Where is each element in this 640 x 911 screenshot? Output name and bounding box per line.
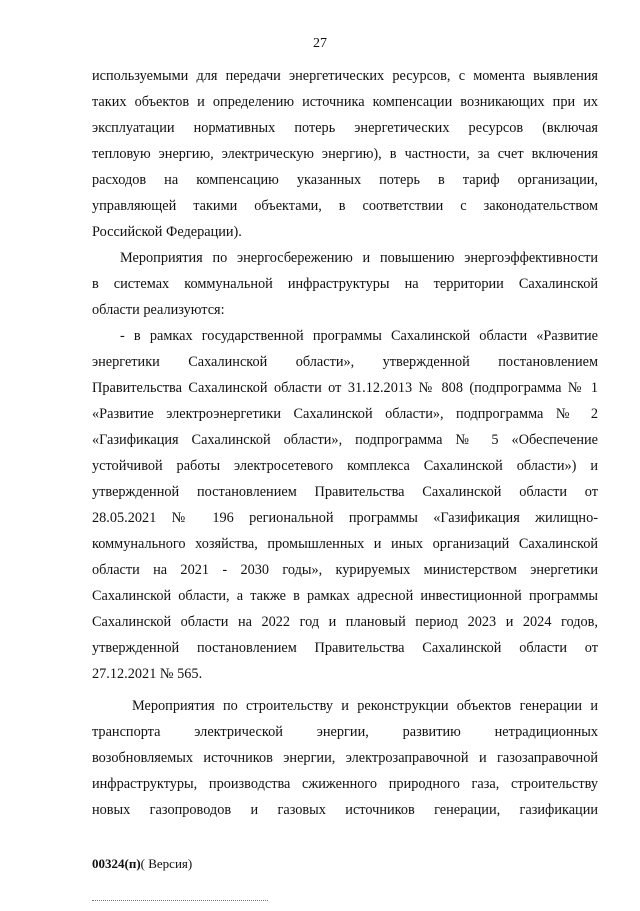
text-line: инфраструктуры, производства сжиженного природного газа, строительству <box>92 776 598 792</box>
paragraph-1 <box>92 63 598 245</box>
text-line: утвержденной постановлением Правительства Сахалинской области от <box>92 640 598 656</box>
document-code-number: 00324(п) <box>92 856 141 871</box>
text-line: устойчивой работы электросетевого комплекса Сахалинской области») и <box>92 458 598 474</box>
text-line: «Газификация Сахалинской области», подпрограмма № 5 «Обеспечение <box>92 432 598 448</box>
text-line: новых газопроводов и газовых источников генерации, газификации <box>92 802 598 818</box>
text-line: - в рамках государственной программы Сахалинской области «Развитие <box>120 328 598 344</box>
text-line: утвержденной постановлением Правительства Сахалинской области от <box>92 484 598 500</box>
text-line: управляющей такими объектами, в соответствии с законодательством <box>92 198 598 214</box>
text-line: области реализуются: <box>92 302 225 318</box>
text-line: в системах коммунальной инфраструктуры на территории Сахалинской <box>92 276 598 292</box>
text-line: 27.12.2021 № 565. <box>92 666 203 682</box>
text-line: расходов на компенсацию указанных потерь в тариф организации, <box>92 172 598 188</box>
paragraph-4 <box>92 693 598 823</box>
document-code <box>92 856 192 872</box>
text-line: эксплуатации нормативных потерь энергетических ресурсов (включая <box>92 120 598 136</box>
paragraph-3 <box>92 323 598 687</box>
text-line: Российской Федерации). <box>92 224 242 240</box>
text-line: коммунального хозяйства, промышленных и иных организаций Сахалинской <box>92 536 598 552</box>
footer-divider <box>92 900 268 901</box>
text-line: Мероприятия по строительству и реконструкции объектов генерации и <box>132 698 598 714</box>
text-line: используемыми для передачи энергетических ресурсов, с момента выявления <box>92 68 598 84</box>
page-number: 27 <box>313 36 327 51</box>
paragraph-2 <box>92 245 598 323</box>
document-version-label: ( Версия) <box>140 856 193 871</box>
text-line: энергетики Сахалинской области», утвержденной постановлением <box>92 354 598 370</box>
text-line: Сахалинской области на 2022 год и плановый период 2023 и 2024 годов, <box>92 614 598 630</box>
text-line: «Развитие электроэнергетики Сахалинской области», подпрограмма № 2 <box>92 406 598 422</box>
text-line: транспорта электрической энергии, развитию нетрадиционных <box>92 724 598 740</box>
text-line: таких объектов и определению источника компенсации возникающих при их <box>92 94 598 110</box>
text-line: возобновляемых источников энергии, электрозаправочной и газозаправочной <box>92 750 598 766</box>
text-line: 28.05.2021 № 196 региональной программы «Газификация жилищно- <box>92 510 598 526</box>
text-line: Правительства Сахалинской области от 31.12.2013 № 808 (подпрограмма № 1 <box>92 380 598 396</box>
text-line: Мероприятия по энергосбережению и повышению энергоэффективности <box>120 250 598 266</box>
text-line: тепловую энергию, электрическую энергию), в частности, за счет включения <box>92 146 598 162</box>
text-line: Сахалинской области, а также в рамках адресной инвестиционной программы <box>92 588 598 604</box>
text-line: области на 2021 - 2030 годы», курируемых министерством энергетики <box>92 562 598 578</box>
